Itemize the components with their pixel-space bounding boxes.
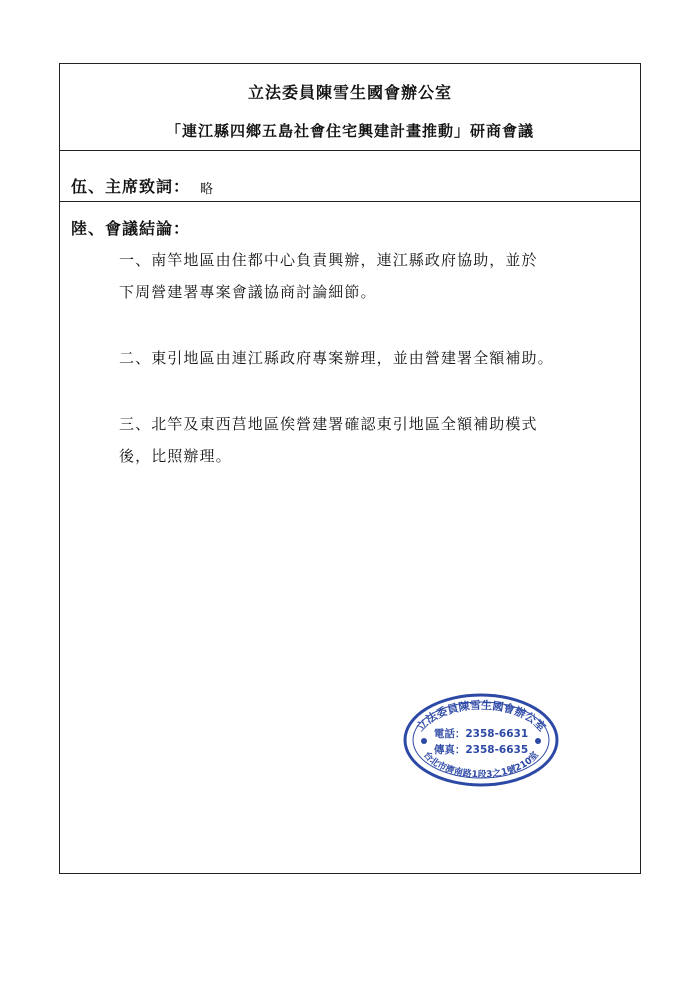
conclusion-item-3 — [119, 408, 599, 472]
conclusion-item-1-line-1: 一、南竿地區由住都中心負責興辦，連江縣政府協助，並於 — [119, 251, 538, 269]
chair-remarks-text: 略 — [200, 182, 214, 197]
conclusion-item-3-line-2: 後，比照辦理。 — [119, 447, 232, 465]
seal-fax-text: 傳真：2358-6635 — [433, 744, 529, 756]
chair-remarks-row — [60, 150, 640, 202]
conclusion-item-2-line-1: 二、東引地區由連江縣政府專案辦理，並由營建署全額補助。 — [119, 349, 554, 367]
meeting-title: 「連江縣四鄉五島社會住宅興建計畫推動」研商會議 — [165, 122, 534, 140]
conclusion-item-1 — [119, 244, 599, 308]
document-header — [60, 64, 640, 151]
seal-address-text: 台北市濟南路1段3之1號210室 — [421, 750, 541, 781]
conclusion-item-3-line-1: 三、北竿及東西莒地區俟營建署確認東引地區全額補助模式 — [119, 415, 538, 433]
conclusion-item-2 — [119, 342, 599, 374]
seal-top-text: 立法委員陳雪生國會辦公室 — [413, 698, 549, 734]
chair-remarks-heading: 伍、主席致詞： — [71, 177, 191, 196]
seal-phone-text: 電話：2358-6631 — [433, 728, 529, 740]
seal-dot-left — [421, 738, 427, 744]
seal-dot-right — [535, 738, 541, 744]
office-seal-stamp — [402, 691, 560, 789]
conclusions-heading: 陸、會議結論： — [71, 219, 191, 238]
conclusion-item-1-line-2: 下周營建署專案會議協商討論細節。 — [119, 283, 377, 301]
office-title: 立法委員陳雪生國會辦公室 — [247, 83, 452, 102]
